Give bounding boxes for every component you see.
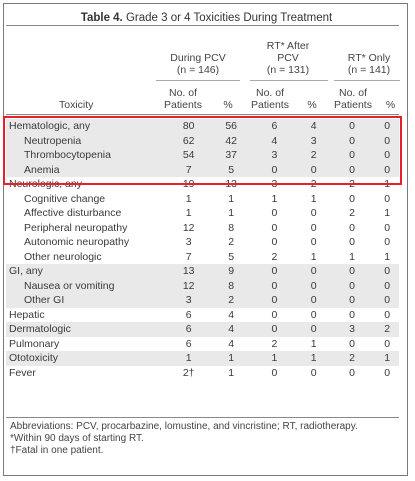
row-value: 0 bbox=[329, 163, 376, 178]
row-value: 0 bbox=[250, 279, 299, 294]
row-value: 1 bbox=[310, 337, 317, 350]
group-during-pcv-line1: During PCV bbox=[170, 52, 226, 64]
row-value: 0 bbox=[375, 293, 399, 308]
row-value: 0 bbox=[329, 148, 376, 163]
row-value: 0 bbox=[250, 293, 299, 308]
row-label: Neurologic, any bbox=[9, 178, 82, 191]
row-label: Thrombocytopenia bbox=[6, 148, 165, 163]
row-value: 0 bbox=[349, 337, 355, 350]
row-label: Hematologic, any bbox=[6, 119, 165, 134]
row-value: 13 bbox=[225, 178, 237, 191]
row-value: 2† bbox=[182, 366, 195, 379]
row-value: 0 bbox=[299, 163, 329, 178]
row-value: 1 bbox=[228, 207, 235, 220]
table-row bbox=[6, 308, 399, 323]
row-value: 8 bbox=[228, 221, 235, 234]
row-value: 0 bbox=[299, 293, 329, 308]
table-row bbox=[6, 366, 399, 381]
table-row bbox=[6, 337, 399, 352]
row-value: 2 bbox=[271, 250, 278, 263]
row-label: GI, any bbox=[6, 264, 165, 279]
table-row bbox=[6, 351, 399, 366]
row-value: 12 bbox=[165, 279, 212, 294]
table-row bbox=[6, 322, 399, 337]
row-value: 0 bbox=[271, 308, 278, 321]
row-value: 0 bbox=[271, 207, 278, 220]
row-label: Pulmonary bbox=[9, 337, 60, 350]
row-value: 1 bbox=[212, 351, 250, 366]
row-label: Peripheral neuropathy bbox=[24, 221, 128, 234]
row-value: 0 bbox=[310, 221, 317, 234]
row-value: 1 bbox=[310, 250, 317, 263]
row-value: 0 bbox=[271, 366, 278, 379]
row-value: 0 bbox=[384, 236, 391, 249]
row-value: 0 bbox=[384, 337, 391, 350]
row-label: Other neurologic bbox=[24, 250, 102, 263]
row-value: 0 bbox=[299, 279, 329, 294]
table-title-text: Grade 3 or 4 Toxicities During Treatment bbox=[125, 12, 333, 24]
row-value: 2 bbox=[299, 148, 329, 163]
row-value: 0 bbox=[271, 221, 278, 234]
row-value: 0 bbox=[271, 236, 278, 249]
row-value: 2 bbox=[349, 207, 355, 220]
group-rt-only-line2: (n = 141) bbox=[347, 64, 391, 76]
table-row bbox=[6, 293, 399, 308]
row-value: 0 bbox=[375, 279, 399, 294]
row-value: 62 bbox=[165, 134, 212, 149]
row-label: Dermatologic bbox=[6, 322, 165, 337]
row-label: Nausea or vomiting bbox=[6, 279, 165, 294]
footnotes bbox=[10, 421, 358, 457]
row-value: 3 bbox=[250, 148, 299, 163]
table-row bbox=[6, 177, 399, 192]
row-value: 0 bbox=[384, 221, 391, 234]
row-value: 1 bbox=[228, 366, 235, 379]
row-value: 80 bbox=[165, 119, 212, 134]
row-value: 0 bbox=[310, 207, 317, 220]
row-label: Other GI bbox=[6, 293, 165, 308]
group-rt-after-pcv bbox=[246, 40, 330, 76]
row-value: 0 bbox=[384, 366, 391, 379]
row-value: 6 bbox=[250, 119, 299, 134]
row-value: 8 bbox=[212, 279, 250, 294]
row-value: 0 bbox=[375, 148, 399, 163]
row-value: 5 bbox=[212, 163, 250, 178]
row-value: 6 bbox=[185, 337, 192, 350]
row-value: 2 bbox=[310, 178, 317, 191]
row-value: 0 bbox=[349, 221, 355, 234]
row-value: 6 bbox=[185, 308, 192, 321]
row-value: 3 bbox=[299, 134, 329, 149]
row-value: 4 bbox=[299, 119, 329, 134]
row-value: 1 bbox=[384, 178, 391, 191]
row-value: 3 bbox=[185, 236, 192, 249]
row-label: Ototoxicity bbox=[6, 351, 165, 366]
table-label: Table 4. bbox=[80, 12, 123, 24]
row-label: Hepatic bbox=[9, 308, 45, 321]
header-patients-2: No. of Patients bbox=[251, 87, 289, 111]
row-value: 0 bbox=[329, 293, 376, 308]
row-value: 4 bbox=[250, 134, 299, 149]
header-patients-1: No. of Patients bbox=[164, 87, 202, 111]
row-value: 19 bbox=[182, 178, 195, 191]
row-value: 0 bbox=[329, 264, 376, 279]
row-label: Affective disturbance bbox=[24, 207, 122, 220]
row-value: 0 bbox=[375, 264, 399, 279]
row-value: 0 bbox=[250, 163, 299, 178]
row-value: 0 bbox=[349, 192, 355, 205]
row-value: 0 bbox=[349, 236, 355, 249]
row-value: 2 bbox=[271, 337, 278, 350]
footnote-abbreviations: Abbreviations: PCV, procarbazine, lomustine, and vincristine; RT, radiotherapy. bbox=[10, 421, 358, 432]
table-row bbox=[6, 163, 399, 178]
footnote-dagger: †Fatal in one patient. bbox=[10, 445, 104, 456]
toxicity-table bbox=[6, 119, 399, 380]
row-value: 1 bbox=[310, 192, 317, 205]
row-value: 0 bbox=[299, 264, 329, 279]
row-value: 12 bbox=[182, 221, 195, 234]
row-value: 3 bbox=[329, 322, 376, 337]
group-rt-only-line1: RT* Only bbox=[347, 52, 391, 64]
row-value: 0 bbox=[329, 279, 376, 294]
row-value: 4 bbox=[228, 308, 235, 321]
row-value: 5 bbox=[228, 250, 235, 263]
title-rule bbox=[6, 25, 399, 26]
table-row bbox=[6, 279, 399, 294]
table-row bbox=[6, 134, 399, 149]
row-value: 0 bbox=[375, 134, 399, 149]
table-row bbox=[6, 264, 399, 279]
row-value: 1 bbox=[250, 351, 299, 366]
row-value: 2 bbox=[228, 236, 235, 249]
header-patients-3: No. of Patients bbox=[334, 87, 372, 111]
row-value: 1 bbox=[375, 351, 399, 366]
row-value: 0 bbox=[329, 119, 376, 134]
table-row bbox=[6, 250, 399, 265]
group-rt-after-pcv-line1: RT* After bbox=[266, 40, 310, 52]
row-value: 4 bbox=[228, 337, 235, 350]
row-value: 1 bbox=[165, 351, 212, 366]
row-value: 0 bbox=[310, 236, 317, 249]
row-value: 1 bbox=[299, 351, 329, 366]
table-row bbox=[6, 148, 399, 163]
row-value: 6 bbox=[165, 322, 212, 337]
table-row bbox=[6, 221, 399, 236]
row-value: 0 bbox=[349, 366, 355, 379]
row-value: 1 bbox=[384, 207, 391, 220]
table-row bbox=[6, 235, 399, 250]
row-value: 1 bbox=[185, 192, 192, 205]
table-row bbox=[6, 192, 399, 207]
row-value: 7 bbox=[185, 250, 192, 263]
row-value: 9 bbox=[212, 264, 250, 279]
row-value: 56 bbox=[212, 119, 250, 134]
footnote-star: *Within 90 days of starting RT. bbox=[10, 433, 144, 444]
row-value: 3 bbox=[165, 293, 212, 308]
row-label: Anemia bbox=[6, 163, 165, 178]
table-row bbox=[6, 119, 399, 134]
row-value: 1 bbox=[271, 192, 278, 205]
row-value: 1 bbox=[228, 192, 235, 205]
row-value: 3 bbox=[271, 178, 278, 191]
row-value: 0 bbox=[384, 192, 391, 205]
row-label: Fever bbox=[9, 366, 36, 379]
group-underline-3 bbox=[334, 80, 400, 81]
group-during-pcv-line2: (n = 146) bbox=[176, 64, 220, 76]
group-underline-2 bbox=[250, 80, 328, 81]
row-value: 0 bbox=[375, 119, 399, 134]
header-rule bbox=[6, 114, 399, 115]
group-rt-after-pcv-line3: (n = 131) bbox=[266, 64, 310, 76]
row-value: 7 bbox=[165, 163, 212, 178]
footer-rule bbox=[6, 417, 399, 418]
row-value: 2 bbox=[375, 322, 399, 337]
row-value: 0 bbox=[250, 264, 299, 279]
row-value: 0 bbox=[375, 163, 399, 178]
row-label: Autonomic neuropathy bbox=[24, 236, 130, 249]
row-label: Cognitive change bbox=[24, 192, 106, 205]
row-value: 0 bbox=[310, 308, 317, 321]
row-value: 1 bbox=[384, 250, 391, 263]
row-value: 2 bbox=[329, 351, 376, 366]
row-value: 0 bbox=[250, 322, 299, 337]
row-value: 2 bbox=[349, 178, 355, 191]
row-value: 1 bbox=[185, 207, 192, 220]
group-underline-1 bbox=[156, 80, 240, 81]
group-during-pcv bbox=[150, 52, 246, 76]
header-percent-2: % bbox=[307, 99, 317, 111]
header-percent-3: % bbox=[385, 99, 396, 111]
row-value: 0 bbox=[299, 322, 329, 337]
table-row bbox=[6, 206, 399, 221]
group-rt-only bbox=[330, 52, 408, 76]
row-label: Neutropenia bbox=[6, 134, 165, 149]
row-value: 13 bbox=[165, 264, 212, 279]
header-toxicity: Toxicity bbox=[59, 99, 94, 111]
row-value: 2 bbox=[212, 293, 250, 308]
row-value: 54 bbox=[165, 148, 212, 163]
row-value: 42 bbox=[212, 134, 250, 149]
row-value: 37 bbox=[212, 148, 250, 163]
row-value: 1 bbox=[349, 250, 355, 263]
row-value: 0 bbox=[329, 134, 376, 149]
group-rt-after-pcv-line2: PCV bbox=[277, 52, 299, 64]
row-value: 0 bbox=[384, 308, 391, 321]
row-value: 0 bbox=[310, 366, 317, 379]
row-value: 4 bbox=[212, 322, 250, 337]
header-percent-1: % bbox=[223, 99, 233, 111]
table-title bbox=[4, 12, 409, 24]
row-value: 0 bbox=[349, 308, 355, 321]
